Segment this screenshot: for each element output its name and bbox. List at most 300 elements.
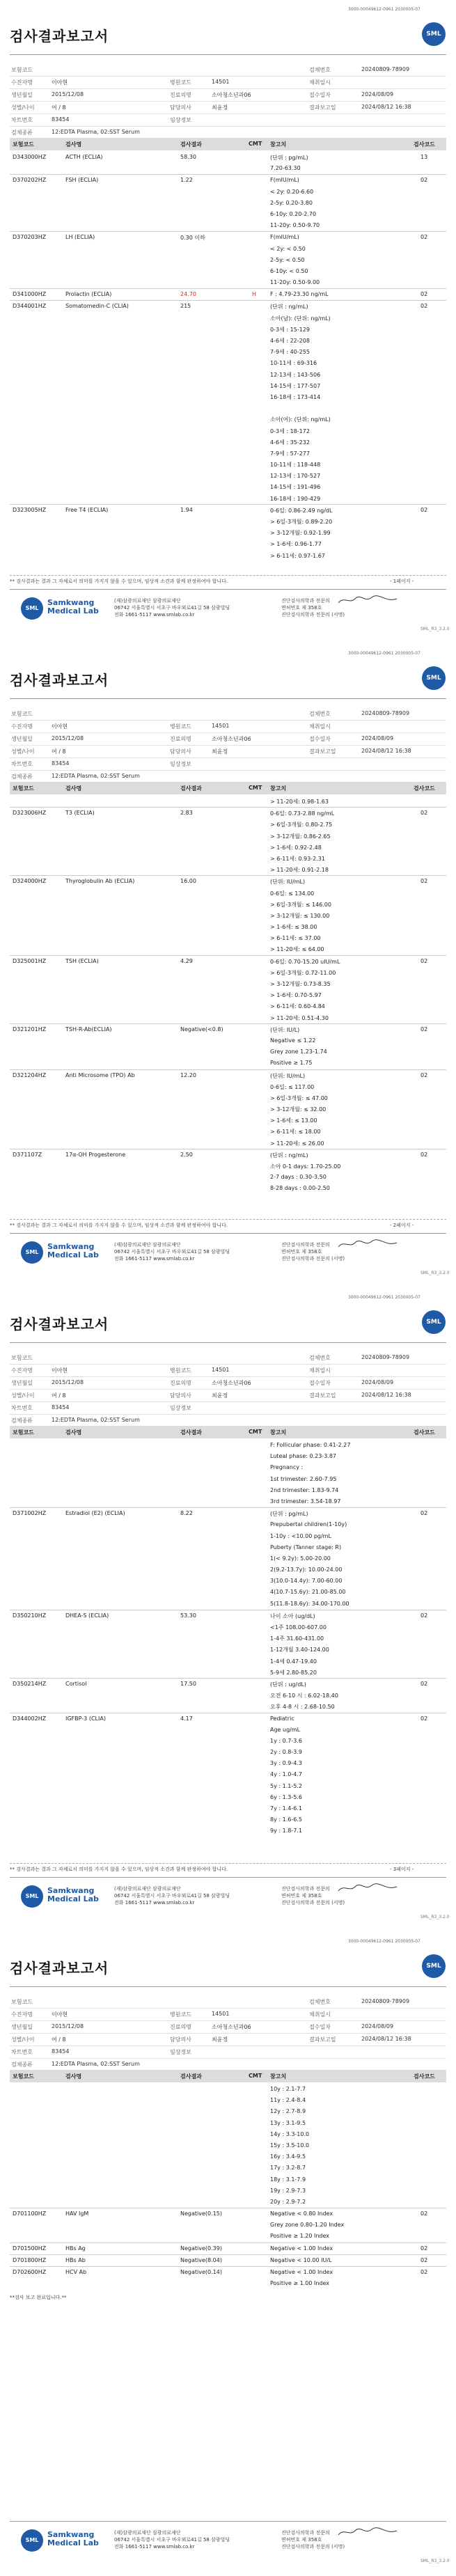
result-row bbox=[10, 1701, 446, 1712]
reference-range: 1(< 9.2y): 5.00-20.00 bbox=[270, 1555, 331, 1562]
report-page bbox=[0, 644, 456, 1288]
reference-range: 8-28 days : 0.00-2.50 bbox=[270, 1185, 330, 1192]
reference-range: 8y : 1.6-6.5 bbox=[270, 1816, 302, 1823]
test-name: HCV Ab bbox=[65, 2269, 87, 2275]
result-row bbox=[10, 1678, 446, 1690]
reference-range: 10-11세 : 118-448 bbox=[270, 462, 321, 469]
test-code: 02 bbox=[420, 878, 428, 885]
test-code: 02 bbox=[420, 1026, 428, 1032]
column-name: 검사명 bbox=[65, 141, 82, 148]
info-value: 2024/08/09 bbox=[361, 91, 394, 97]
result-row bbox=[10, 414, 446, 425]
result-row bbox=[10, 369, 446, 380]
test-name: T3 (ECLIA) bbox=[65, 810, 95, 817]
test-result: 1.94 bbox=[180, 506, 193, 513]
info-row bbox=[10, 721, 446, 733]
signature-line: 면허번호 제 358호 bbox=[281, 1249, 322, 1255]
info-label: 진료의명 bbox=[170, 92, 191, 98]
info-label: 수진자명 bbox=[11, 2011, 33, 2018]
reference-range: 7-9세 : 57-277 bbox=[270, 450, 310, 457]
address-line: 06742 서울특별시 서초구 바우뫼로41길 58 삼광빌딩 bbox=[114, 605, 230, 611]
reference-range: F(mIU/mL) bbox=[270, 177, 299, 184]
reference-range: 4-6세 : 35-232 bbox=[270, 439, 310, 446]
footer-brand bbox=[47, 1243, 99, 1259]
insurance-code: D343000HZ bbox=[13, 154, 47, 160]
report-footer bbox=[10, 2524, 450, 2566]
insurance-code: D371002HZ bbox=[13, 1510, 47, 1517]
reference-range: <1주 108.00-607.00 bbox=[270, 1624, 327, 1631]
reference-range: 1-12개월 3.40-124.00 bbox=[270, 1647, 329, 1654]
column-result: 검사결과 bbox=[180, 141, 202, 148]
address-line: (재)삼광의료재단 삼광의료재단 bbox=[114, 2530, 181, 2536]
reference-range: (단위 : ng/mL) bbox=[270, 1152, 308, 1159]
reference-range: 5y : 1.1-5.2 bbox=[270, 1782, 302, 1789]
result-row bbox=[10, 470, 446, 481]
test-result: Negative(0.14) bbox=[180, 2269, 222, 2275]
test-name: HAV IgM bbox=[65, 2210, 89, 2217]
info-value: 소아청소년과06 bbox=[212, 92, 251, 98]
info-row bbox=[10, 1365, 446, 1377]
sml-logo-icon: SML bbox=[422, 1310, 446, 1334]
test-name: Estradiol (E2) (ECLIA) bbox=[65, 1510, 125, 1517]
reference-range: 7-9세 : 40-255 bbox=[270, 349, 310, 356]
test-name: FSH (ECLIA) bbox=[65, 177, 99, 184]
result-row bbox=[10, 1092, 446, 1104]
info-row bbox=[10, 1402, 446, 1415]
insurance-code: D323006HZ bbox=[13, 810, 47, 817]
result-row bbox=[10, 1138, 446, 1149]
test-code: 02 bbox=[420, 1680, 428, 1687]
signature-line: 면허번호 제 358호 bbox=[281, 2537, 322, 2543]
info-value: 12:EDTA Plasma, 02:SST Serum bbox=[52, 129, 140, 135]
reference-range: 10y : 2.1-7.7 bbox=[270, 2086, 306, 2092]
result-rows bbox=[10, 2084, 446, 2289]
reference-range: 19y : 2.9-7.3 bbox=[270, 2187, 306, 2194]
column-header bbox=[10, 782, 446, 794]
barcode-label: 3000-00049612-0961 2030005-07 bbox=[348, 651, 420, 656]
test-result: Negative(0.15) bbox=[180, 2210, 222, 2217]
result-row bbox=[10, 1725, 446, 1736]
reference-range: > 6-11세: 0.97-1.67 bbox=[270, 552, 325, 559]
result-row bbox=[10, 943, 446, 955]
footer-divider bbox=[10, 1233, 446, 1234]
info-value: 2015/12/08 bbox=[52, 735, 84, 741]
signature-line: 진단검사의학과 전문의 bbox=[281, 1886, 330, 1892]
info-row bbox=[10, 733, 446, 746]
test-result: 2.50 bbox=[180, 1151, 193, 1158]
info-label: 임상정보 bbox=[170, 1405, 191, 1411]
result-row bbox=[10, 1564, 446, 1576]
result-row bbox=[10, 209, 446, 220]
result-row bbox=[10, 277, 446, 288]
result-row bbox=[10, 2254, 446, 2266]
info-value: 소아청소년과06 bbox=[212, 736, 251, 742]
signature-line: 면허번호 제 358호 bbox=[281, 605, 322, 611]
info-label: 채취일시 bbox=[309, 1367, 331, 1374]
info-row bbox=[10, 64, 446, 77]
test-code: 02 bbox=[420, 2269, 428, 2275]
reference-range: Puberty (Tanner stage: R) bbox=[270, 1544, 342, 1550]
result-row bbox=[10, 853, 446, 864]
result-row bbox=[10, 888, 446, 899]
reference-range: 2-5y: < 0.50 bbox=[270, 256, 305, 263]
flag-cmt: H bbox=[252, 291, 257, 298]
test-code: 02 bbox=[420, 506, 428, 513]
reference-range: > 1-6세: 0.92-2.48 bbox=[270, 844, 322, 851]
result-row bbox=[10, 266, 446, 277]
reference-range: 14-15세 : 177-507 bbox=[270, 382, 321, 389]
test-code: 02 bbox=[420, 291, 428, 298]
test-result: 2.83 bbox=[180, 810, 193, 817]
page-number: - 3페이지 - bbox=[390, 1867, 414, 1872]
info-label: 보험코드 bbox=[11, 67, 33, 73]
brand-line-2: Medical Lab bbox=[47, 1894, 99, 1903]
reference-range: Luteal phase: 0.23-3.87 bbox=[270, 1453, 337, 1460]
info-row bbox=[10, 2034, 446, 2046]
column-code: 보험코드 bbox=[13, 785, 34, 792]
test-name: Free T4 (ECLIA) bbox=[65, 506, 109, 513]
info-value: 14501 bbox=[212, 79, 230, 85]
column-code: 보험코드 bbox=[13, 1429, 34, 1436]
reference-range: 14y : 3.3-10.0 bbox=[270, 2130, 310, 2137]
info-value: 12:EDTA Plasma, 02:SST Serum bbox=[52, 773, 140, 779]
result-row bbox=[10, 1115, 446, 1126]
reference-range: 2(9.2-13.7y): 10.00-24.00 bbox=[270, 1566, 343, 1573]
info-value: 2024/08/12 16:38 bbox=[361, 1392, 411, 1398]
result-row bbox=[10, 2084, 446, 2095]
reference-range: > 3-12개월: 0.86-2.65 bbox=[270, 833, 331, 840]
reference-range: 소아 0-1 days: 1.70-25.00 bbox=[270, 1163, 341, 1170]
info-label: 접수일자 bbox=[309, 1380, 331, 1386]
footer-divider bbox=[10, 589, 446, 590]
sml-logo-icon: SML bbox=[422, 22, 446, 46]
result-row bbox=[10, 335, 446, 346]
test-name: Anti Microsome (TPO) Ab bbox=[65, 1071, 135, 1078]
info-value: 14501 bbox=[212, 723, 230, 729]
reference-range: > 6일-3개월: ≤ 146.00 bbox=[270, 901, 331, 908]
result-row bbox=[10, 1814, 446, 1825]
result-row bbox=[10, 1803, 446, 1814]
info-value: 이아현 bbox=[52, 79, 68, 86]
result-rows bbox=[10, 796, 446, 1195]
result-row bbox=[10, 2266, 446, 2278]
end-note: **검사 보고 완료입니다.** bbox=[10, 2294, 67, 2300]
info-label: 담당의사 bbox=[170, 104, 191, 111]
result-row bbox=[10, 1553, 446, 1564]
barcode-label: 3000-00049612-0961 2030005-07 bbox=[348, 1295, 420, 1300]
footer-divider bbox=[10, 1877, 446, 1878]
address-line: (재)삼광의료재단 삼광의료재단 bbox=[114, 1886, 181, 1892]
result-rows bbox=[10, 1440, 446, 1837]
reference-range: < 2y: < 0.50 bbox=[270, 245, 306, 252]
reference-range: 10-11세 : 69-316 bbox=[270, 360, 317, 367]
result-row bbox=[10, 2162, 446, 2174]
reference-range: > 6-11세: ≤ 18.00 bbox=[270, 1129, 321, 1136]
reference-range: (단위: IU/L) bbox=[270, 1026, 300, 1033]
test-result: 58.30 bbox=[180, 154, 196, 160]
info-label: 검체종류 bbox=[11, 773, 33, 780]
report-title: 검사결과보고서 bbox=[10, 1960, 109, 1977]
footer-address bbox=[114, 1885, 230, 1906]
result-row bbox=[10, 1792, 446, 1803]
test-result: Negative(8.04) bbox=[180, 2256, 222, 2263]
info-value: 20240809-78909 bbox=[361, 710, 410, 716]
test-name: TSH-R-Ab(ECLIA) bbox=[65, 1026, 112, 1032]
info-label: 임상정보 bbox=[170, 117, 191, 123]
reference-range: 4y : 1.0-4.7 bbox=[270, 1771, 302, 1778]
info-label: 결과보고일 bbox=[309, 748, 336, 755]
result-row bbox=[10, 1633, 446, 1644]
result-row bbox=[10, 1485, 446, 1496]
info-row bbox=[10, 1352, 446, 1365]
info-row bbox=[10, 102, 446, 114]
address-line: 전화 1661-5117 www.smlab.co.kr bbox=[114, 612, 195, 618]
result-row bbox=[10, 2129, 446, 2140]
result-row bbox=[10, 244, 446, 255]
info-label: 병원코드 bbox=[170, 723, 191, 730]
info-value: 83454 bbox=[52, 1404, 70, 1411]
result-row bbox=[10, 152, 446, 163]
result-row bbox=[10, 198, 446, 209]
footer-signatures bbox=[281, 597, 345, 618]
test-code: 02 bbox=[420, 1071, 428, 1078]
info-value: 12:EDTA Plasma, 02:SST Serum bbox=[52, 1417, 140, 1423]
column-test-code: 검사코드 bbox=[414, 1429, 435, 1436]
result-row bbox=[10, 2185, 446, 2197]
insurance-code: D325001HZ bbox=[13, 957, 47, 964]
info-value: 여 / 8 bbox=[52, 2036, 66, 2043]
info-label: 수진자명 bbox=[11, 1367, 33, 1374]
test-name: TSH (ECLIA) bbox=[65, 957, 99, 964]
footnote-divider bbox=[10, 1219, 446, 1220]
reference-range: 16-18세 : 190-429 bbox=[270, 495, 321, 502]
info-label: 검체번호 bbox=[309, 1355, 331, 1361]
footer-signatures bbox=[281, 1885, 345, 1906]
brand-line-1: Samkwang bbox=[47, 1242, 95, 1251]
reference-range: 12-13세 : 170-527 bbox=[270, 473, 321, 480]
reference-range: 16-18세 : 173-414 bbox=[270, 393, 321, 400]
reference-range: 3y : 0.9-4.3 bbox=[270, 1760, 302, 1767]
footer-form-code: SML_R3_3.2.0 bbox=[420, 2559, 450, 2563]
insurance-code: D702600HZ bbox=[13, 2269, 47, 2275]
info-label: 접수일자 bbox=[309, 92, 331, 98]
disclaimer-note: ** 검사결과는 결과 그 자체로서 의미를 가지지 않을 수 있으며, 임상적 소견과 함께 판정하여야 합니다. bbox=[10, 1223, 228, 1228]
reference-range: 1y : 0.7-3.6 bbox=[270, 1737, 302, 1744]
reference-range: > 11-20세: ≤ 64.00 bbox=[270, 946, 324, 953]
reference-range: 20y : 2.9-7.2 bbox=[270, 2198, 306, 2205]
result-row bbox=[10, 1531, 446, 1542]
reference-range: 소아(남): (단위: ng/mL) bbox=[270, 315, 331, 322]
footer-brand bbox=[47, 599, 99, 615]
reference-range: 9y : 1.8-7.1 bbox=[270, 1828, 302, 1835]
info-label: 검체종류 bbox=[11, 129, 33, 136]
reference-range: 6-10y: < 0.50 bbox=[270, 267, 308, 274]
result-row bbox=[10, 1161, 446, 1172]
report-footer bbox=[10, 1236, 450, 1278]
info-label: 채취일시 bbox=[309, 723, 331, 730]
footer-address bbox=[114, 2529, 230, 2550]
info-value: 12:EDTA Plasma, 02:SST Serum bbox=[52, 2061, 140, 2067]
info-row bbox=[10, 2009, 446, 2021]
reference-range: 13y : 3.1-9.5 bbox=[270, 2119, 306, 2126]
result-row bbox=[10, 255, 446, 266]
header-divider bbox=[10, 1986, 446, 1987]
info-row bbox=[10, 2021, 446, 2034]
reference-range: Prepubertal children(1-10y) bbox=[270, 1521, 347, 1528]
disclaimer-note: ** 검사결과는 결과 그 자체로서 의미를 가지지 않을 수 있으며, 임상적 소견과 함께 판정하여야 합니다. bbox=[10, 1867, 228, 1872]
test-result: 0.30 이하 bbox=[180, 235, 205, 242]
footnote-divider bbox=[10, 1863, 446, 1864]
reference-range: (단위 : ng/mL) bbox=[270, 304, 308, 311]
report-page bbox=[0, 1288, 456, 1932]
info-label: 검체번호 bbox=[309, 711, 331, 717]
sml-logo-icon: SML bbox=[422, 666, 446, 690]
info-label: 임상정보 bbox=[170, 761, 191, 767]
reference-range: 6y : 1.3-5.6 bbox=[270, 1793, 302, 1800]
result-row bbox=[10, 2174, 446, 2185]
reference-range: 14-15세 : 191-496 bbox=[270, 484, 321, 491]
result-row bbox=[10, 220, 446, 231]
info-row bbox=[10, 1377, 446, 1390]
info-value: 14501 bbox=[212, 1367, 230, 1373]
reference-range: (단위 : pg/mL) bbox=[270, 1511, 308, 1518]
reference-range: 4-6세 : 22-208 bbox=[270, 338, 310, 344]
reference-range: > 3-12개월: 0.73-8.35 bbox=[270, 981, 331, 987]
footer-divider bbox=[10, 2521, 446, 2522]
test-code: 02 bbox=[420, 303, 428, 310]
result-row bbox=[10, 357, 446, 368]
info-value: 이아현 bbox=[52, 2011, 68, 2018]
report-footer bbox=[10, 1880, 450, 1922]
footer-signatures bbox=[281, 2529, 345, 2550]
reference-range: 1-10y : <10.00 pg/mL bbox=[270, 1532, 331, 1539]
reference-range: Negative ≤ 1.22 bbox=[270, 1037, 316, 1044]
signature-line: 진단검사의학과 전문의 bbox=[281, 1242, 330, 1248]
info-value: 14501 bbox=[212, 2011, 230, 2017]
reference-range: 7.20-63.30 bbox=[270, 165, 301, 172]
info-label: 보험코드 bbox=[11, 1999, 33, 2005]
brand-line-2: Medical Lab bbox=[47, 1250, 99, 1259]
info-value: 2015/12/08 bbox=[52, 1379, 84, 1385]
reference-range: > 6일-3개월: 0.89-2.20 bbox=[270, 519, 333, 525]
info-label: 담당의사 bbox=[170, 2036, 191, 2043]
result-row bbox=[10, 1081, 446, 1092]
result-rows bbox=[10, 152, 446, 561]
result-row bbox=[10, 1781, 446, 1792]
result-row bbox=[10, 163, 446, 174]
info-value: 여 / 8 bbox=[52, 748, 66, 755]
insurance-code: D321201HZ bbox=[13, 1026, 47, 1032]
result-row bbox=[10, 1769, 446, 1780]
reference-range: Negative < 10.00 IU/L bbox=[270, 2256, 332, 2263]
insurance-code: D371107Z bbox=[13, 1151, 42, 1158]
page-number: - 1페이지 - bbox=[390, 579, 414, 584]
test-name: ACTH (ECLIA) bbox=[65, 154, 103, 160]
address-line: (재)삼광의료재단 삼광의료재단 bbox=[114, 598, 181, 604]
info-label: 보험코드 bbox=[11, 1355, 33, 1361]
info-label: 결과보고일 bbox=[309, 2036, 336, 2043]
brand-line-1: Samkwang bbox=[47, 1886, 95, 1895]
info-label: 성별/나이 bbox=[11, 1392, 35, 1399]
reference-range: 5-9세 2.80-85.20 bbox=[270, 1669, 317, 1676]
reference-range: > 3-12개월: ≤ 32.00 bbox=[270, 1106, 327, 1113]
brand-line-2: Medical Lab bbox=[47, 2538, 99, 2547]
column-name: 검사명 bbox=[65, 2073, 82, 2080]
result-row bbox=[10, 842, 446, 853]
result-row bbox=[10, 538, 446, 549]
info-label: 채취일시 bbox=[309, 2011, 331, 2018]
column-result: 검사결과 bbox=[180, 1429, 202, 1436]
reference-range: 0-3세 : 18-172 bbox=[270, 427, 310, 434]
info-value: 여 / 8 bbox=[52, 1392, 66, 1399]
insurance-code: D321204HZ bbox=[13, 1071, 47, 1078]
info-value: 이아현 bbox=[52, 1367, 68, 1374]
info-value: 2024/08/09 bbox=[361, 1379, 394, 1385]
result-row bbox=[10, 2106, 446, 2117]
reference-range: > 6일-3개월: 0.72-11.00 bbox=[270, 969, 336, 976]
reference-range: Positive ≥ 1.00 Index bbox=[270, 2280, 330, 2287]
reference-range: > 1-6세: ≤ 13.00 bbox=[270, 1117, 317, 1124]
footer-address bbox=[114, 1241, 230, 1262]
reference-range: > 6일-3개월: ≤ 47.00 bbox=[270, 1094, 328, 1101]
patient-info-table bbox=[10, 1996, 446, 2071]
footer-address bbox=[114, 597, 230, 618]
result-row bbox=[10, 2243, 446, 2254]
info-label: 접수일자 bbox=[309, 2024, 331, 2030]
result-row bbox=[10, 1496, 446, 1507]
result-row bbox=[10, 391, 446, 402]
footer-form-code: SML_R3_3.2.0 bbox=[420, 627, 450, 631]
info-label: 검체종류 bbox=[11, 1417, 33, 1424]
info-label: 병원코드 bbox=[170, 79, 191, 86]
result-row bbox=[10, 2197, 446, 2208]
test-code: 02 bbox=[420, 2210, 428, 2217]
info-value: 최윤정 bbox=[212, 104, 228, 111]
reference-range: 오후 4-8 시 : 2.68-10.50 bbox=[270, 1704, 335, 1711]
sml-footer-logo-icon: SML bbox=[21, 1241, 43, 1264]
info-value: 여 / 8 bbox=[52, 104, 66, 111]
disclaimer-note: ** 검사결과는 결과 그 자체로서 의미를 가지지 않을 수 있으며, 임상적 소견과 함께 판정하여야 합니다. bbox=[10, 579, 228, 584]
reference-range: > 3-12개월: 0.92-1.99 bbox=[270, 530, 331, 537]
brand-line-1: Samkwang bbox=[47, 598, 95, 607]
report-title: 검사결과보고서 bbox=[10, 28, 109, 45]
reference-range: 2-7 days : 0.30-3.50 bbox=[270, 1174, 327, 1181]
reference-range: 11-20y: 0.50-9.00 bbox=[270, 279, 320, 286]
result-row bbox=[10, 1599, 446, 1610]
result-row bbox=[10, 2095, 446, 2106]
test-name: HBs Ag bbox=[65, 2245, 86, 2252]
signature-line: 진단검사의학과 전문의 (서명) bbox=[281, 612, 345, 618]
page-number: - 2페이지 - bbox=[390, 1223, 414, 1228]
result-row bbox=[10, 1507, 446, 1519]
result-row bbox=[10, 380, 446, 391]
test-name: DHEA-S (ECLIA) bbox=[65, 1612, 109, 1619]
test-result: Negative(<0.8) bbox=[180, 1026, 223, 1032]
handwritten-signature-icon bbox=[337, 2527, 400, 2538]
result-row bbox=[10, 516, 446, 527]
reference-range: > 11-20세: 0.51-4.30 bbox=[270, 1014, 329, 1021]
info-value: 20240809-78909 bbox=[361, 66, 410, 72]
test-code: 02 bbox=[420, 177, 428, 184]
result-row bbox=[10, 402, 446, 414]
address-line: 전화 1661-5117 www.smlab.co.kr bbox=[114, 2544, 195, 2550]
test-code: 02 bbox=[420, 1612, 428, 1619]
info-label: 성별/나이 bbox=[11, 748, 35, 755]
result-row bbox=[10, 1690, 446, 1701]
info-label: 병원코드 bbox=[170, 2011, 191, 2018]
test-result: 53.30 bbox=[180, 1612, 196, 1619]
test-result: 12.20 bbox=[180, 1071, 196, 1078]
